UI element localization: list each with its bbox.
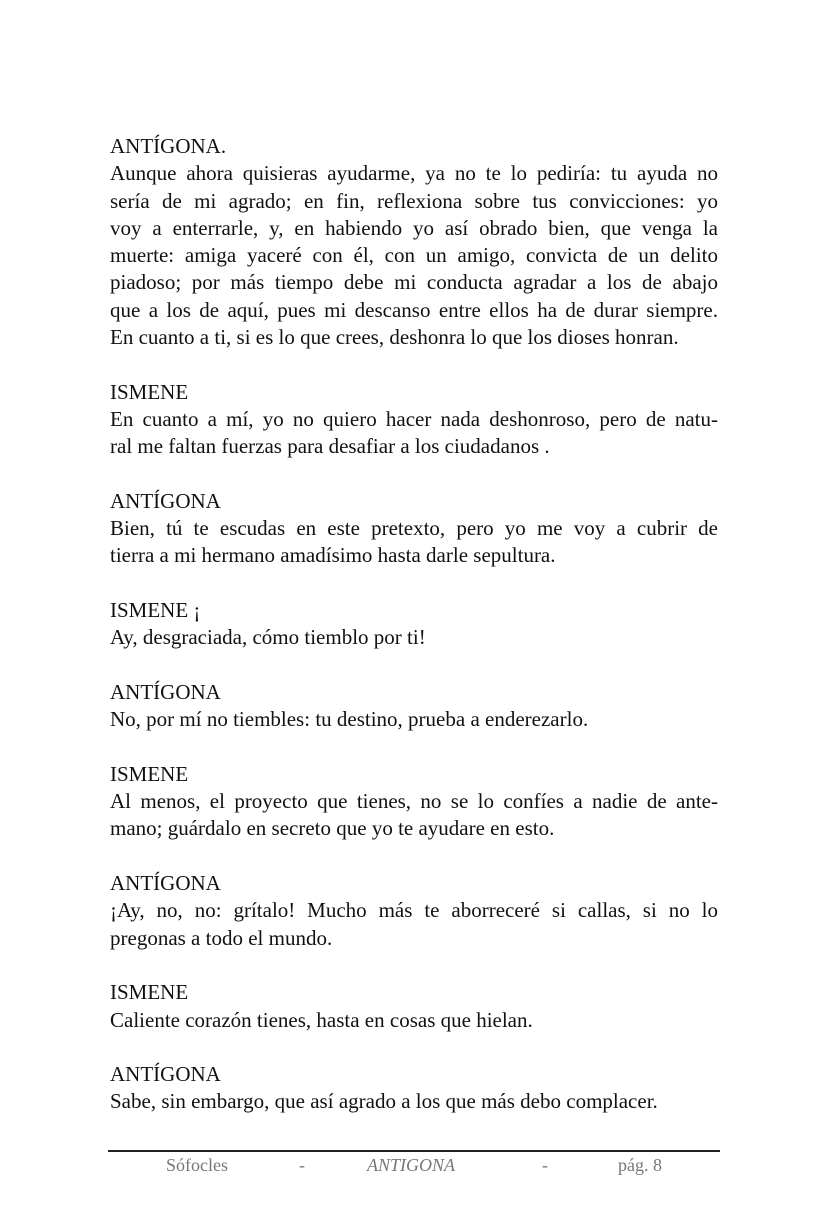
speaker-name: ISMENE [110,379,189,404]
dialogue-line: Caliente corazón tienes, hasta en cosas que hielan. [110,1007,533,1032]
footer-divider [108,1150,720,1152]
dialogue-line: Aunque ahora quisieras ayudarme, ya no te lo pediría: tu ayuda no [110,161,718,186]
dialogue-line: piadoso; por más tiempo debe mi conducta agradar a los de abajo [110,270,718,295]
dialogue-line: mano; guárdalo en secreto que yo te ayudare en esto. [110,816,555,841]
page-body [110,133,718,1143]
dialogue-line: pregonas a todo el mundo. [110,925,333,950]
dialogue-block [110,133,718,351]
footer-author: Sófocles [166,1155,228,1175]
dialogue-block [110,597,718,652]
dialogue-block [110,488,718,570]
dialogue-block [110,1061,718,1116]
speaker-name: ANTÍGONA [110,871,221,896]
dialogue-line: En cuanto a ti, si es lo que crees, deshonra lo que los dioses honran. [110,325,679,350]
speaker-name: ISMENE ¡ [110,598,201,623]
dialogue-line: Bien, tú te escudas en este pretexto, pero yo me voy a cubrir de [110,516,718,541]
dialogue-line: Ay, desgraciada, cómo tiemblo por ti! [110,625,426,650]
dialogue-block [110,679,718,734]
dialogue-line: sería de mi agrado; en fin, reflexiona sobre tus convicciones: yo [110,188,718,213]
speaker-name: ANTÍGONA [110,679,221,704]
dialogue-line: Al menos, el proyecto que tienes, no se lo confíes a nadie de ante- [110,789,718,814]
dialogue-line: muerte: amiga yaceré con él, con un amigo, convicta de un delito [110,243,718,268]
footer-title: ANTIGONA [366,1155,456,1175]
dialogue-line: En cuanto a mí, yo no quiero hacer nada deshonroso, pero de natu- [110,406,718,431]
dialogue-line: No, por mí no tiembles: tu destino, prueba a enderezarlo. [110,707,589,732]
footer-page-number: pág. 8 [618,1155,662,1175]
dialogue-line: ral me faltan fuerzas para desafiar a los ciudadanos . [110,434,550,459]
dialogue-line: tierra a mi hermano amadísimo hasta darle sepultura. [110,543,556,568]
footer-separator: - [542,1155,548,1175]
speaker-name: ANTÍGONA. [110,134,227,158]
speaker-name: ISMENE [110,761,189,786]
speaker-name: ANTÍGONA [110,488,221,513]
dialogue-block [110,870,718,952]
dialogue-block [110,761,718,843]
footer-separator: - [299,1155,305,1175]
dialogue-block [110,979,718,1034]
dialogue-block [110,379,718,461]
dialogue-line: ¡Ay, no, no: grítalo! Mucho más te aborreceré si callas, si no lo [110,898,718,923]
speaker-name: ANTÍGONA [110,1062,221,1087]
dialogue-line: Sabe, sin embargo, que así agrado a los que más debo complacer. [110,1089,658,1114]
dialogue-line: que a los de aquí, pues mi descanso entre ellos ha de durar siempre. [110,297,718,322]
dialogue-line: voy a enterrarle, y, en habiendo yo así obrado bien, que venga la [110,215,718,240]
speaker-name: ISMENE [110,980,189,1005]
